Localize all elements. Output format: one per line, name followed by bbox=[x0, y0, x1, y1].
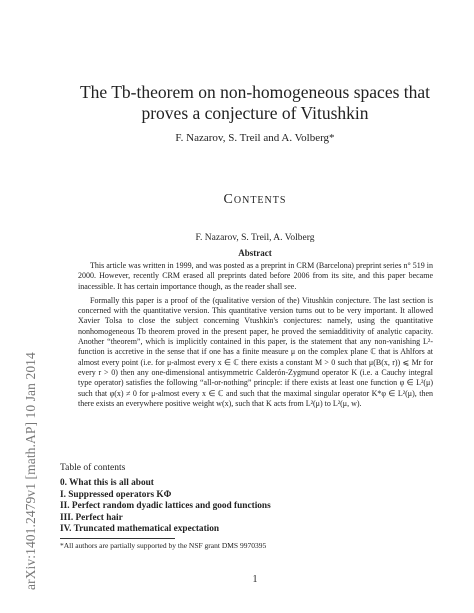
table-of-contents bbox=[60, 478, 440, 536]
paper-title bbox=[55, 82, 455, 124]
arxiv-stamp bbox=[13, 150, 38, 590]
abstract-body bbox=[78, 261, 433, 413]
toc-item[interactable]: 0. What this is all about bbox=[60, 478, 154, 488]
abstract-paragraph: Formally this paper is a proof of the (qualitative version of the) Vitushkin conjecture. The last section is concerned with the quantitative version. This quantitative version turns out to be very important. It allowed Xavier Tolsa to close the subject concerning Vtushkin's conjectures: namely, using the quantitative nonhomogeneous Tb theorem proved in the present paper, he proved the semiadditivity of analytic capacity. Another “theorem”, which is implicitly contained in this paper, is the statement that any non-vanishing L²-function is accretive in the sense that if one has a finite measure μ on the complex plane ℂ that is Ahlfors at almost every point (i.e. for μ-almost every x ∈ ℂ there exists a constant M > 0 such that μ(B(x, r)) ⩽ Mr for every r > 0) then any one-dimensional antisymmetric Calderón-Zygmund operator K (i.e. a Cauchy integral type operator) satisfies the following “all-or-nothing” princple: if there exists at least one function φ ∈ L²(μ) such that φ(x) ≠ 0 for μ-almost every x ∈ ℂ and such that the maximal singular operator K*φ ∈ L²(μ), then there exists an everywhere positive weight w(x), such that K acts from L²(μ) to L²(μ, w). bbox=[78, 295, 433, 408]
toc-item[interactable]: III. Perfect hair bbox=[60, 512, 123, 523]
arxiv-stamp-text: arXiv:1401.2479v1 [math.AP] 10 Jan 2014 bbox=[23, 352, 38, 590]
title-line-1: The Tb-theorem on non-homogeneous spaces that bbox=[79, 82, 431, 102]
page-number: 1 bbox=[252, 574, 258, 585]
footnote: *All authors are partially supported by the NSF grant DMS 9970395 bbox=[60, 541, 267, 550]
toc-item[interactable]: IV. Truncated mathematical expectation bbox=[60, 524, 220, 535]
title-line-2: proves a conjecture of Vitushkin bbox=[141, 103, 369, 123]
contents-heading: Contents bbox=[223, 192, 287, 207]
abstract-paragraph: This article was written in 1999, and was posted as a preprint in CRM (Barcelona) preprint series n° 519 in 2000. However, recently CRM erased all preprints dated before 2006 from its site, and this paper became inacessible. It has certain importance though, as the reader shall see. bbox=[78, 261, 433, 291]
footnote-rule bbox=[60, 538, 175, 539]
toc-item[interactable]: I. Suppressed operators KΦ bbox=[60, 489, 172, 500]
toc-heading: Table of contents bbox=[60, 463, 126, 473]
authors: F. Nazarov, S. Treil and A. Volberg* bbox=[175, 132, 335, 144]
abstract-heading: Abstract bbox=[238, 248, 272, 258]
authors-repeat: F. Nazarov, S. Treil, A. Volberg bbox=[195, 233, 315, 243]
toc-item[interactable]: II. Perfect random dyadic lattices and good functions bbox=[60, 501, 271, 512]
